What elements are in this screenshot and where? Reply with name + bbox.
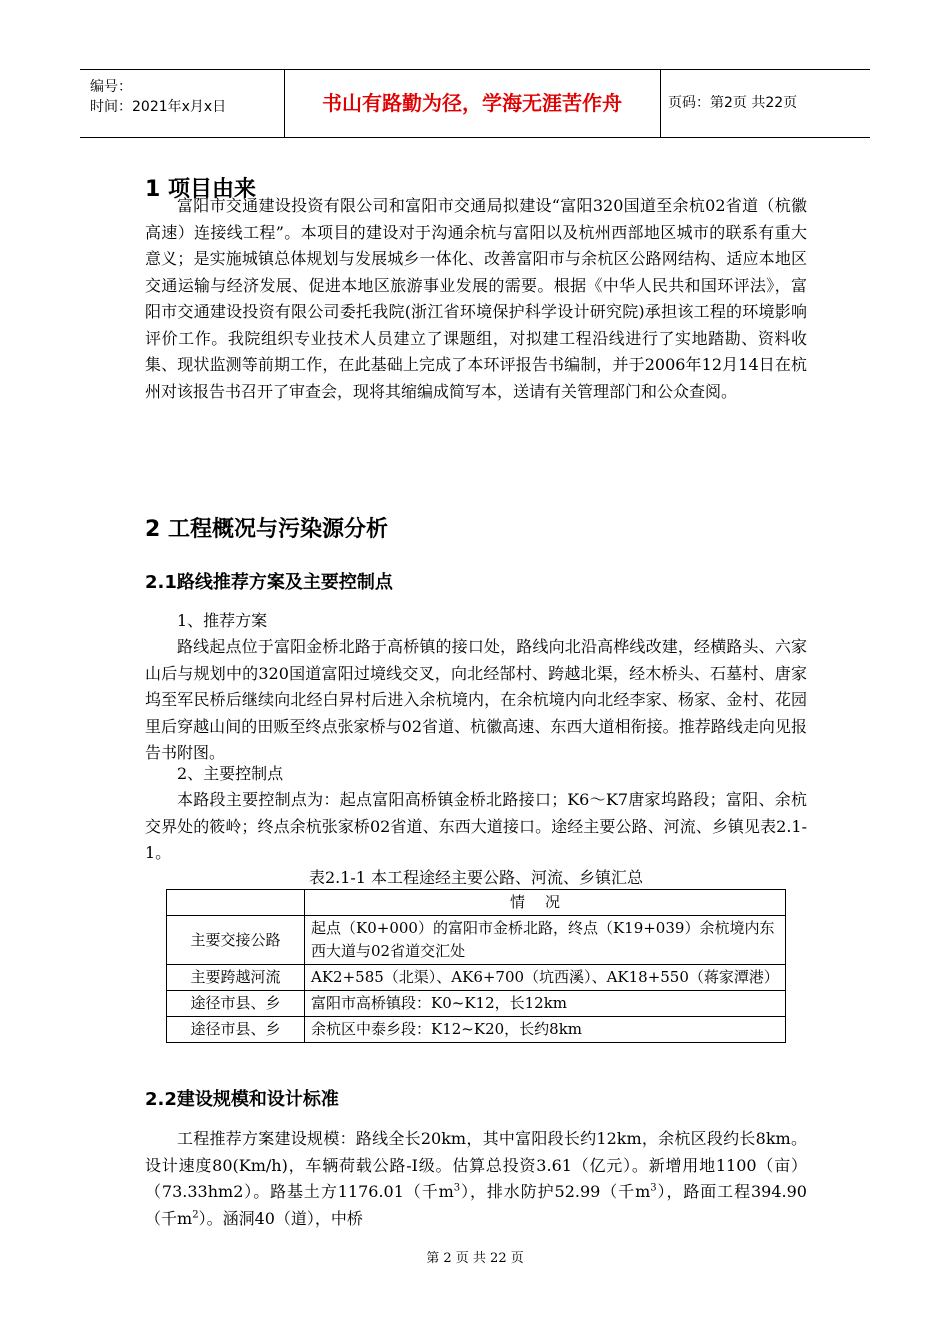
header-motto: 书山有路勤为径，学海无涯苦作舟	[284, 70, 661, 137]
body-text: 工程推荐方案建设规模：路线全长20km，其中富阳段长约12km，余杭区段约长8km。设计速度80(Km/h)，车辆荷载公路-I级。估算总投资3.61（亿元）。新增用地1100（亩）（73.33hm2）。路基土方1176.01（千m	[145, 1129, 807, 1201]
item2-label: 2、主要控制点	[177, 764, 284, 783]
table-cell: 余杭区中泰乡段：K12~K20，长约8km	[305, 1017, 786, 1043]
superscript: 2	[192, 1209, 199, 1221]
item1-label: 1、推荐方案	[177, 611, 268, 630]
summary-table	[166, 889, 786, 1043]
page-header	[80, 69, 870, 138]
table-row	[167, 916, 786, 965]
table-caption: 表2.1-1 本工程途经主要公路、河流、乡镇汇总	[308, 868, 644, 887]
table-cell: 主要交接公路	[167, 916, 305, 965]
section2-2-title: 2.2建设规模和设计标准	[145, 1089, 339, 1110]
section2-title: 2 工程概况与污染源分析	[145, 517, 388, 542]
header-page-label: 页码：第2页 共22页	[668, 95, 798, 111]
table-row	[167, 965, 786, 991]
date-label: 时间：2021年x月x日	[90, 99, 227, 115]
table-cell: 起点（K0+000）的富阳市金桥北路，终点（K19+039）余杭境内东西大道与02省道交汇处	[305, 916, 786, 965]
body-text: ）。涵洞40（道），中桥	[198, 1208, 363, 1228]
item2-body: 本路段主要控制点为：起点富阳高桥镇金桥北路接口；K6～K7唐家坞路段；富阳、余杭交界处的筱岭；终点余杭张家桥02省道、东西大道接口。途经主要公路、河流、乡镇见表2.1-1。	[145, 790, 807, 862]
section2-1-title: 2.1路线推荐方案及主要控制点	[145, 572, 393, 593]
number-label: 编号：	[90, 79, 132, 95]
header-meta	[80, 70, 285, 137]
section1-title: 1 项目由来	[145, 177, 256, 202]
section2-2-body	[145, 1126, 807, 1232]
table-row	[167, 991, 786, 1017]
table-cell: 主要跨越河流	[167, 965, 305, 991]
table-header-cell	[167, 890, 305, 916]
superscript: 3	[453, 1182, 461, 1194]
table-header-row	[167, 890, 786, 916]
table-cell: AK2+585（北渠）、AK6+700（坑西溪）、AK18+550（蒋家潭港）	[305, 965, 786, 991]
table-cell: 途径市县、乡	[167, 991, 305, 1017]
body-text: ），路面工程394.90（千m	[145, 1182, 807, 1228]
table-cell: 途径市县、乡	[167, 1017, 305, 1043]
table-cell: 富阳市高桥镇段：K0~K12，长12km	[305, 991, 786, 1017]
section1-body: 富阳市交通建设投资有限公司和富阳市交通局拟建设“富阳320国道至余杭02省道（杭徽高速）连接线工程”。本项目的建设对于沟通余杭与富阳以及杭州西部地区城市的联系有重大意义；是实施城镇总体规划与发展城乡一体化、改善富阳市与余杭区公路网结构、适应本地区交通运输与经济发展、促进本地区旅游事业发展的需要。根据《中华人民共和国环评法》，富阳市交通建设投资有限公司委托我院(浙江省环境保护科学设计研究院)承担该工程的环境影响评价工作。我院组织专业技术人员建立了课题组，对拟建工程沿线进行了实地踏勘、资料收集、现状监测等前期工作，在此基础上完成了本环评报告书编制，并于2006年12月14日在杭州对该报告书召开了审查会，现将其缩编成简写本，送请有关管理部门和公众查阅。	[145, 196, 807, 401]
page-footer: 第 2 页 共 22 页	[426, 1251, 524, 1266]
item1-body: 路线起点位于富阳金桥北路于高桥镇的接口处，路线向北沿高桦线改建，经横路头、六家山后与规划中的320国道富阳过境线交叉，向北经郜村、跨越北渠，经木桥头、石墓村、唐家坞至军民桥后继续向北经白昇村后进入余杭境内，在余杭境内向北经李家、杨家、金村、花园里后穿越山间的田贩至终点张家桥与02省道、杭徽高速、东西大道相衔接。推荐路线走向见报告书附图。	[145, 637, 807, 762]
body-text: ），排水防护52.99（千m	[460, 1182, 651, 1201]
table-header-cell: 情况	[305, 890, 786, 916]
superscript: 3	[650, 1182, 657, 1194]
table-row	[167, 1017, 786, 1043]
